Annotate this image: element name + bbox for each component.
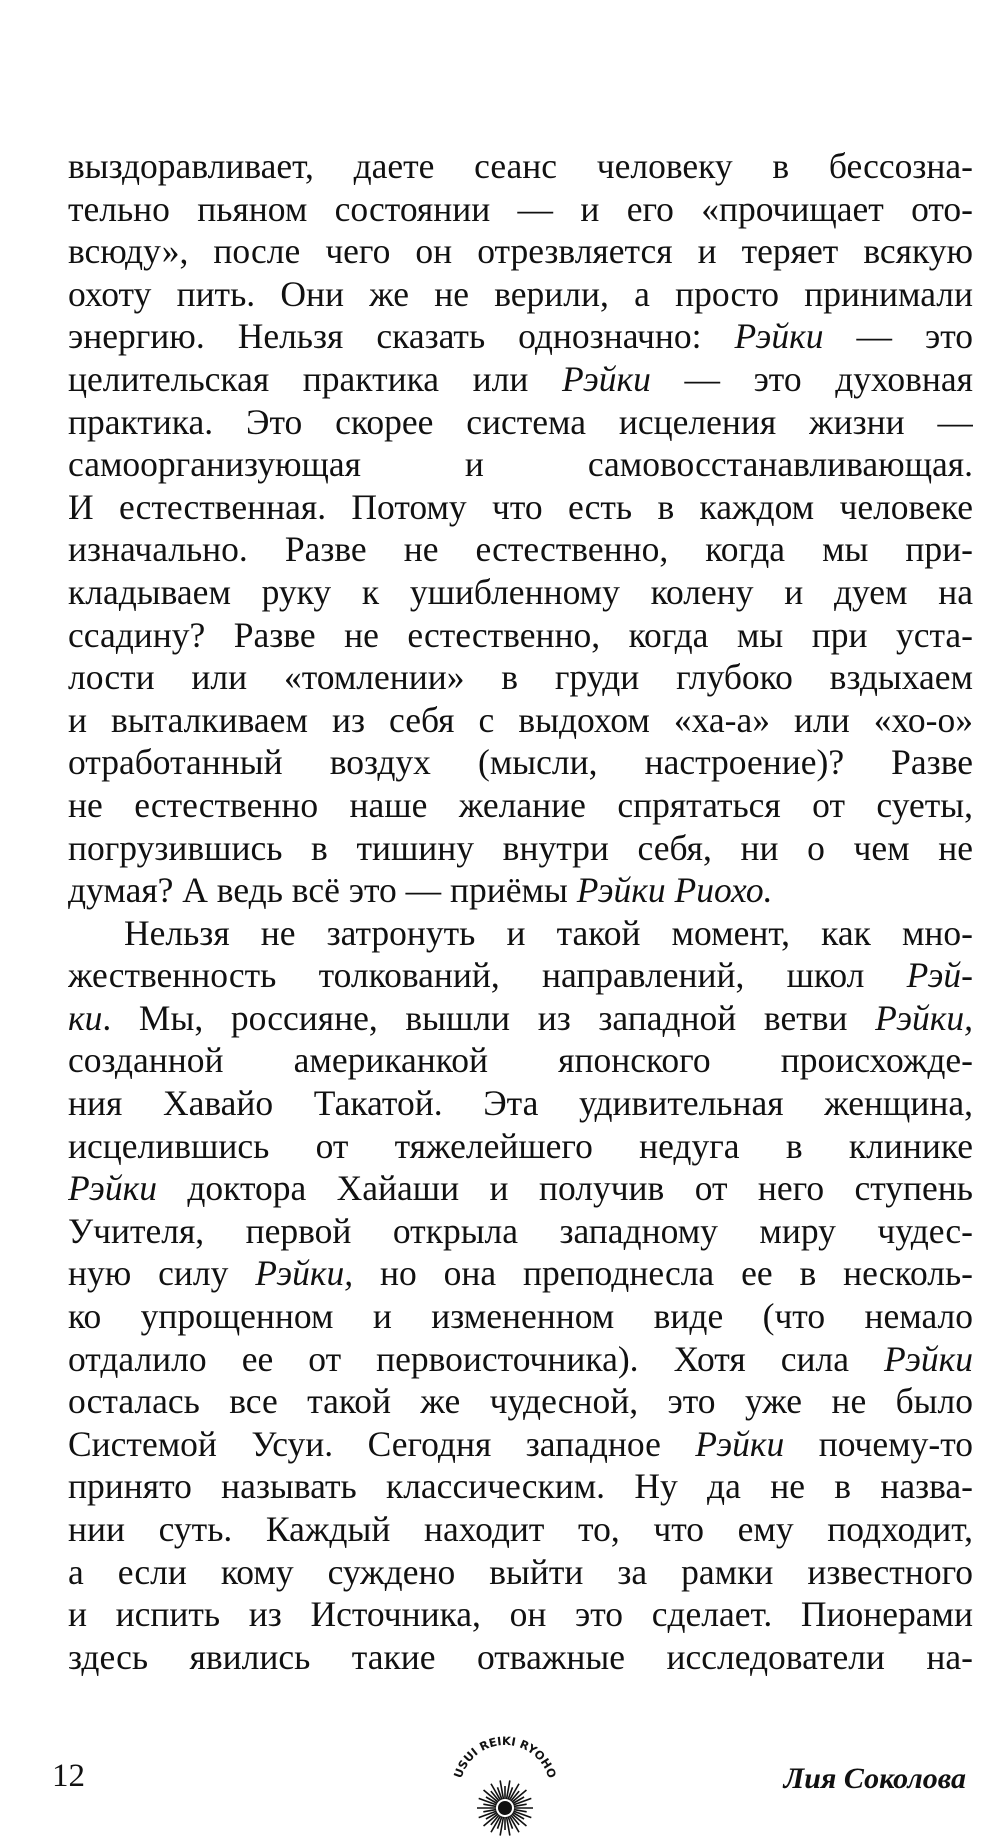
text-line (68, 1082, 973, 1125)
text-line (68, 1125, 973, 1168)
italic-term: Рэйки Риохо. (576, 870, 773, 911)
italic-term: ки (68, 997, 103, 1038)
text-line (68, 401, 973, 444)
text-run: выздоравливает, даете сеанс человеку в бессозна- (68, 146, 973, 186)
text-line (68, 528, 973, 571)
text-run: — это духовная (650, 358, 973, 399)
text-line (68, 1465, 973, 1508)
text-run: кладываем руку к ушибленному колену и дуем на (68, 571, 973, 612)
italic-term: Рэйки (734, 316, 824, 357)
text-line (68, 1508, 973, 1551)
text-run: но она преподнесла ее в несколь- (353, 1253, 973, 1294)
text-line (68, 1380, 973, 1423)
text-run: погрузившись в тишину внутри себя, ни о чем не (68, 827, 973, 868)
text-run: всюду», после чего он отрезвляется и теряет всякую (68, 231, 973, 272)
text-line (68, 188, 973, 231)
text-run: отдалило ее от первоисточника). Хотя сила (68, 1338, 885, 1379)
italic-term: Рэйки (695, 1423, 785, 1464)
italic-term: Рэйки (68, 1168, 157, 1209)
text-run: и испить из Источника, он это сделает. Пионерами (68, 1594, 973, 1635)
italic-term: Рэй- (906, 955, 973, 996)
text-run: здесь явились такие отважные исследователи на- (68, 1636, 973, 1677)
text-run: ния Хавайо Такатой. Эта удивительная женщина, (68, 1083, 973, 1124)
page-number: 12 (52, 1758, 85, 1794)
text-line (68, 1551, 973, 1594)
text-run: доктора Хайаши и получив от него ступень (156, 1168, 973, 1209)
paragraph (68, 912, 973, 1679)
text-line (68, 699, 973, 742)
text-run: а если кому суждено выйти за рамки известного (68, 1551, 973, 1592)
text-line (68, 315, 973, 358)
text-line (68, 827, 973, 870)
text-line (68, 145, 973, 188)
text-line (68, 1295, 973, 1338)
text-run: ную силу (68, 1253, 256, 1294)
text-run: охоту пить. Они же не верили, а просто принимали (68, 273, 973, 314)
text-run: целительская практика или (68, 358, 562, 399)
text-line (68, 486, 973, 529)
text-run: Нельзя не затронуть и такой момент, как мно- (124, 912, 973, 953)
logo-text: USUI REIKI RYOHO (450, 1733, 560, 1780)
italic-term: Рэйки, (255, 1253, 354, 1294)
text-run: — это (823, 316, 973, 357)
text-line (68, 443, 973, 486)
text-run: осталась все такой же чудесной, это уже не было (68, 1381, 973, 1422)
text-line (68, 358, 973, 401)
text-run: ссадину? Разве не естественно, когда мы при уста- (68, 614, 973, 655)
text-run: самоорганизующая и самовосстанавливающая. (68, 444, 973, 485)
paragraph (68, 145, 973, 912)
text-line (68, 1593, 973, 1636)
body-text (68, 145, 973, 1678)
text-run: изначально. Разве не естественно, когда мы при- (68, 529, 973, 570)
text-line (68, 1252, 973, 1295)
text-line (68, 614, 973, 657)
text-run: энергию. Нельзя сказать однозначно: (68, 316, 735, 357)
text-run: Системой Усуи. Сегодня западное (68, 1423, 696, 1464)
text-run: и выталкиваем из себя с выдохом «ха-а» или «хо-о» (68, 699, 973, 740)
text-run: созданной американкой японского происхожде- (68, 1040, 973, 1081)
text-run: не естественно наше желание спрятаться от суеты, (68, 784, 973, 825)
text-line (68, 1423, 973, 1466)
text-line (68, 869, 973, 912)
italic-term: Рэйки, (875, 997, 973, 1038)
text-run: ко упрощенном и измененном виде (что немало (68, 1296, 973, 1337)
text-run: тельно пьяном состоянии — и его «прочищает ото- (68, 188, 973, 229)
text-line (68, 571, 973, 614)
text-run: И естественная. Потому что есть в каждом человеке (68, 486, 973, 527)
text-run: лости или «томлении» в груди глубоко вздыхаем (68, 657, 973, 698)
text-line (68, 741, 973, 784)
text-line (68, 1338, 973, 1381)
usui-reiki-ryoho-logo (446, 1728, 564, 1837)
italic-term: Рэйки (561, 358, 651, 399)
text-run: почему-то (784, 1423, 973, 1464)
italic-term: Рэйки (884, 1338, 973, 1379)
text-run: нии суть. Каждый находит то, что ему подходит, (68, 1509, 973, 1549)
text-line (68, 997, 973, 1040)
text-run: отработанный воздух (мысли, настроение)? Разве (68, 742, 973, 783)
text-run: жественность толкований, направлений, школ (68, 955, 907, 996)
text-run: Учителя, первой открыла западному миру чудес- (68, 1210, 973, 1251)
author-name: Лия Соколова (783, 1762, 966, 1795)
svg-text:USUI REIKI RYOHO (451, 1734, 559, 1780)
text-run: практика. Это скорее система исцеления жизни — (68, 401, 973, 442)
text-line (68, 954, 973, 997)
text-line (68, 656, 973, 699)
text-run: исцелившись от тяжелейшего недуга в клинике (68, 1125, 973, 1166)
text-line (68, 784, 973, 827)
text-line (68, 1636, 973, 1679)
sun-center (498, 1801, 512, 1815)
text-line (68, 1167, 973, 1210)
text-line (68, 1210, 973, 1253)
text-line (68, 1039, 973, 1082)
text-line (68, 912, 973, 955)
text-run: . Мы, россияне, вышли из западной ветви (102, 997, 876, 1038)
page-footer (0, 1728, 1000, 1837)
text-line (68, 273, 973, 316)
text-run: думая? А ведь всё это — приёмы (68, 870, 577, 911)
text-run: принято называть классическим. Ну да не в назва- (68, 1466, 973, 1507)
text-line (68, 230, 973, 273)
